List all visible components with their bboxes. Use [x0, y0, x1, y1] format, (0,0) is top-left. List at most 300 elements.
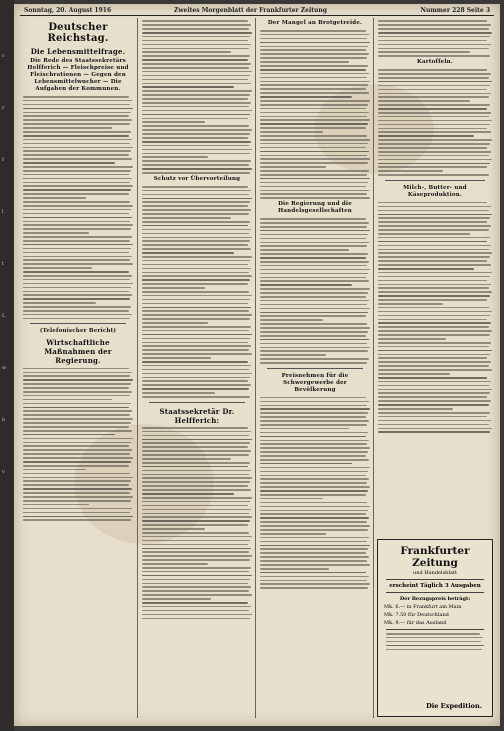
text-line	[378, 400, 491, 402]
text-line	[260, 288, 370, 290]
text-line	[23, 189, 131, 191]
text-line	[260, 77, 367, 79]
column-2-section-head: Schutz vor Übervorteilung	[153, 175, 241, 182]
text-line	[378, 272, 492, 274]
text-line	[260, 280, 369, 282]
text-line	[23, 430, 132, 432]
article-body	[142, 427, 252, 619]
text-line	[23, 244, 133, 246]
text-line	[260, 81, 370, 83]
text-line	[23, 449, 132, 451]
text-line	[260, 521, 367, 523]
text-line	[260, 178, 370, 180]
column-2-speaker-head: Staatssekretär Dr. Helfferich:	[159, 406, 235, 425]
text-line	[23, 287, 131, 289]
text-line	[260, 292, 368, 294]
text-line	[378, 307, 489, 309]
text-line	[260, 510, 368, 512]
text-line	[23, 372, 132, 374]
section-separator	[267, 368, 363, 369]
text-line	[142, 205, 248, 207]
text-line	[142, 373, 252, 375]
text-line	[378, 357, 487, 359]
text-line	[142, 275, 252, 277]
text-line	[142, 75, 250, 77]
text-line	[260, 490, 368, 492]
text-line	[378, 424, 489, 426]
text-line	[23, 426, 129, 428]
text-line	[142, 264, 248, 266]
binding-letter: v	[2, 469, 5, 475]
text-line	[378, 245, 491, 247]
text-line	[23, 162, 115, 164]
text-line	[260, 343, 367, 345]
ad-body	[386, 633, 484, 650]
section-separator	[385, 180, 485, 181]
text-line	[260, 486, 370, 488]
text-line	[260, 408, 370, 410]
text-line	[378, 346, 489, 348]
text-line	[23, 123, 130, 125]
text-line	[260, 502, 367, 504]
header-page-number: Nummer 228 Seite 3	[420, 7, 490, 14]
text-line	[142, 489, 251, 491]
text-line	[142, 67, 249, 69]
text-line	[260, 350, 368, 352]
text-line	[142, 233, 249, 235]
text-line	[378, 385, 489, 387]
article-body	[142, 20, 252, 173]
text-line	[142, 40, 248, 42]
text-line	[260, 420, 369, 422]
text-line	[260, 471, 368, 473]
text-line	[23, 492, 130, 494]
text-line	[378, 361, 491, 363]
text-line	[378, 104, 490, 106]
article-body	[23, 368, 133, 521]
text-line	[142, 497, 252, 499]
text-line	[378, 260, 487, 262]
text-line	[378, 225, 491, 227]
text-line	[142, 602, 248, 604]
text-line	[142, 172, 250, 174]
binding-letter: c	[2, 53, 5, 59]
text-line	[23, 185, 133, 187]
text-line	[260, 513, 366, 515]
text-line	[23, 271, 129, 273]
text-line	[378, 96, 489, 98]
text-line	[260, 277, 366, 279]
text-line	[260, 238, 366, 240]
text-line	[378, 217, 490, 219]
article-body	[23, 96, 133, 319]
text-line	[378, 334, 490, 336]
text-line	[260, 139, 370, 141]
ad-prices-head: Der Bezugspreis beträgt:	[399, 596, 471, 602]
text-line	[260, 576, 369, 578]
text-line	[260, 432, 368, 434]
text-line	[142, 129, 252, 131]
text-line	[23, 252, 129, 254]
column-1-subhead: Die Lebensmittelfrage.	[30, 47, 126, 56]
text-line	[260, 401, 369, 403]
text-line	[378, 143, 490, 145]
text-line	[378, 264, 491, 266]
section-separator	[30, 323, 126, 324]
text-line	[23, 442, 131, 444]
text-line	[378, 322, 491, 324]
text-line	[260, 412, 368, 414]
text-line	[260, 533, 326, 535]
text-line	[260, 451, 368, 453]
section-separator	[149, 402, 245, 403]
text-line	[23, 395, 130, 397]
text-line	[142, 544, 248, 546]
text-line	[142, 353, 252, 355]
text-line	[142, 369, 249, 371]
text-line	[142, 164, 249, 166]
text-line	[260, 222, 369, 224]
ad-price-row: Mk. 9.— für das Ausland	[384, 620, 447, 626]
text-line	[378, 210, 489, 212]
text-line	[142, 330, 249, 332]
text-line	[260, 284, 352, 286]
text-line	[260, 190, 369, 192]
text-line	[378, 365, 489, 367]
text-line	[260, 38, 367, 40]
text-line	[142, 102, 251, 104]
text-line	[23, 217, 132, 219]
text-line	[23, 112, 131, 114]
text-line	[260, 61, 349, 63]
text-line	[23, 465, 129, 467]
text-line	[378, 89, 487, 91]
text-line	[260, 358, 369, 360]
text-line	[378, 291, 492, 293]
text-line	[142, 291, 249, 293]
text-line	[386, 649, 482, 651]
text-line	[378, 311, 492, 313]
text-line	[260, 463, 352, 465]
text-line	[260, 34, 369, 36]
article-body	[260, 218, 370, 364]
text-line	[378, 420, 491, 422]
text-line	[23, 228, 131, 230]
text-line	[260, 323, 367, 325]
text-line	[378, 36, 490, 38]
ad-rule	[386, 579, 484, 580]
newspaper-page	[14, 4, 500, 726]
text-line	[260, 261, 369, 263]
text-line	[142, 295, 252, 297]
text-line	[378, 326, 489, 328]
text-line	[23, 166, 133, 168]
text-line	[260, 162, 368, 164]
binding-letter: f	[2, 157, 4, 163]
text-line	[23, 403, 131, 405]
text-line	[260, 100, 370, 102]
text-line	[260, 443, 367, 445]
text-line	[378, 128, 487, 130]
text-line	[142, 244, 248, 246]
article-body	[378, 202, 492, 433]
text-line	[378, 392, 490, 394]
text-line	[142, 571, 249, 573]
text-line	[260, 327, 370, 329]
text-line	[142, 458, 231, 460]
text-line	[23, 379, 133, 381]
text-line	[23, 100, 132, 102]
text-line	[260, 119, 370, 121]
text-line	[142, 567, 251, 569]
column-rule	[255, 18, 256, 718]
text-line	[378, 369, 492, 371]
text-line	[378, 303, 443, 305]
text-line	[23, 294, 132, 296]
text-line	[142, 466, 248, 468]
text-line	[23, 414, 130, 416]
text-line	[378, 431, 490, 433]
text-line	[378, 170, 443, 172]
text-line	[260, 226, 367, 228]
text-line	[260, 242, 369, 244]
text-line	[23, 387, 129, 389]
text-line	[260, 424, 367, 426]
text-line	[260, 170, 369, 172]
text-line	[378, 135, 474, 137]
text-line	[142, 509, 251, 511]
text-line	[260, 478, 369, 480]
text-line	[378, 116, 489, 118]
text-line	[142, 462, 250, 464]
text-line	[23, 368, 129, 370]
text-line	[260, 65, 368, 67]
text-line	[23, 256, 132, 258]
article-body	[260, 30, 370, 199]
advertisement-box	[377, 539, 493, 717]
text-line	[260, 155, 367, 157]
text-line	[378, 350, 492, 352]
binding-letter: t	[2, 261, 5, 267]
text-line	[142, 474, 249, 476]
text-line	[378, 252, 492, 254]
text-line	[23, 457, 133, 459]
text-line	[142, 322, 208, 324]
text-line	[142, 48, 249, 50]
text-line	[386, 633, 480, 635]
text-line	[142, 51, 231, 53]
text-line	[260, 108, 366, 110]
text-line	[142, 563, 208, 565]
text-line	[378, 214, 492, 216]
text-line	[23, 150, 131, 152]
text-line	[23, 484, 129, 486]
text-line	[260, 335, 366, 337]
text-line	[23, 302, 96, 304]
text-line	[142, 213, 249, 215]
text-line	[23, 310, 129, 312]
text-line	[142, 137, 248, 139]
text-line	[142, 446, 248, 448]
text-line	[260, 88, 366, 90]
text-line	[378, 319, 487, 321]
text-line	[23, 512, 130, 514]
text-line	[378, 108, 487, 110]
text-line	[378, 377, 487, 379]
binding-letter: w	[2, 365, 7, 371]
text-line	[23, 127, 112, 129]
text-line	[23, 275, 132, 277]
text-line	[260, 123, 368, 125]
text-line	[260, 459, 369, 461]
text-line	[260, 57, 367, 59]
ad-signature: Die Expedition.	[426, 702, 482, 710]
text-line	[260, 525, 370, 527]
text-line	[142, 133, 250, 135]
text-line	[378, 338, 446, 340]
text-line	[378, 69, 487, 71]
text-line	[23, 422, 131, 424]
text-line	[23, 445, 129, 447]
text-line	[260, 257, 366, 259]
text-line	[260, 397, 366, 399]
text-line	[142, 237, 252, 239]
text-line	[23, 147, 133, 149]
text-line	[260, 49, 366, 51]
text-line	[142, 252, 234, 254]
text-line	[23, 115, 129, 117]
text-line	[142, 94, 250, 96]
text-line	[142, 153, 250, 155]
text-line	[142, 44, 251, 46]
text-line	[260, 234, 368, 236]
text-line	[142, 450, 251, 452]
text-line	[260, 182, 368, 184]
text-line	[23, 438, 133, 440]
text-line	[142, 442, 250, 444]
text-line	[378, 20, 487, 22]
text-line	[142, 342, 248, 344]
text-line	[23, 383, 131, 385]
text-line	[23, 182, 130, 184]
text-line	[142, 287, 205, 289]
text-line	[142, 110, 252, 112]
text-line	[23, 267, 92, 269]
text-line	[23, 197, 86, 199]
text-line	[142, 221, 250, 223]
ad-editions-line: erscheint Täglich 3 Ausgaben	[389, 583, 481, 589]
text-line	[142, 299, 250, 301]
text-line	[23, 248, 131, 250]
text-line	[23, 236, 132, 238]
text-line	[23, 119, 132, 121]
text-line	[260, 42, 370, 44]
text-line	[378, 284, 491, 286]
text-line	[260, 96, 352, 98]
text-line	[142, 71, 252, 73]
article-body	[378, 20, 492, 57]
text-line	[23, 375, 130, 377]
text-line	[142, 384, 251, 386]
text-line	[260, 296, 366, 298]
text-line	[378, 131, 491, 133]
text-line	[378, 100, 470, 102]
text-line	[142, 86, 234, 88]
text-line	[260, 104, 368, 106]
header-date: Sonntag, 20. August 1916	[24, 7, 112, 14]
text-line	[142, 326, 251, 328]
text-line	[142, 145, 249, 147]
text-line	[378, 381, 491, 383]
column-3-section-head-3: Preisnehmen für die Schwergewerbe der Bevölkerung	[281, 372, 349, 393]
ad-rule	[386, 592, 484, 593]
text-line	[142, 225, 248, 227]
text-line	[260, 482, 367, 484]
text-line	[23, 291, 129, 293]
text-line	[142, 256, 252, 258]
text-line	[260, 197, 370, 199]
text-line	[142, 540, 250, 542]
text-line	[378, 408, 453, 410]
text-line	[142, 516, 252, 518]
text-line	[142, 310, 249, 312]
text-line	[23, 488, 132, 490]
text-line	[378, 124, 490, 126]
text-line	[23, 500, 131, 502]
text-line	[23, 224, 133, 226]
text-line	[378, 28, 489, 30]
text-line	[260, 69, 366, 71]
binding-letter: r	[2, 105, 5, 111]
text-line	[142, 83, 251, 85]
ad-price-row: Mk. 6.— in Frankfurt am Main	[384, 604, 462, 610]
text-line	[142, 575, 252, 577]
text-line	[142, 610, 249, 612]
text-line	[142, 365, 251, 367]
text-line	[142, 388, 249, 390]
text-line	[23, 469, 86, 471]
text-line	[23, 298, 130, 300]
text-line	[23, 477, 133, 479]
text-line	[378, 315, 490, 317]
text-line	[260, 506, 370, 508]
binding-letters	[2, 30, 11, 498]
text-line	[23, 516, 133, 518]
text-line	[142, 579, 250, 581]
binding-letter: b	[2, 417, 6, 423]
text-line	[142, 248, 251, 250]
text-line	[260, 131, 323, 133]
text-line	[260, 265, 367, 267]
text-line	[142, 349, 249, 351]
text-line	[378, 280, 487, 282]
text-line	[260, 273, 368, 275]
text-line	[260, 331, 368, 333]
text-line	[260, 193, 367, 195]
text-line	[378, 330, 492, 332]
column-3-section-head-2: Die Regierung und die Handelsgesellschaften	[277, 201, 353, 215]
text-line	[260, 304, 367, 306]
text-line	[378, 202, 487, 204]
text-line	[142, 618, 250, 620]
text-line	[260, 300, 369, 302]
text-line	[260, 319, 323, 321]
text-line	[23, 232, 89, 234]
text-line	[378, 206, 491, 208]
text-line	[142, 190, 251, 192]
text-line	[142, 32, 252, 34]
text-line	[142, 279, 250, 281]
